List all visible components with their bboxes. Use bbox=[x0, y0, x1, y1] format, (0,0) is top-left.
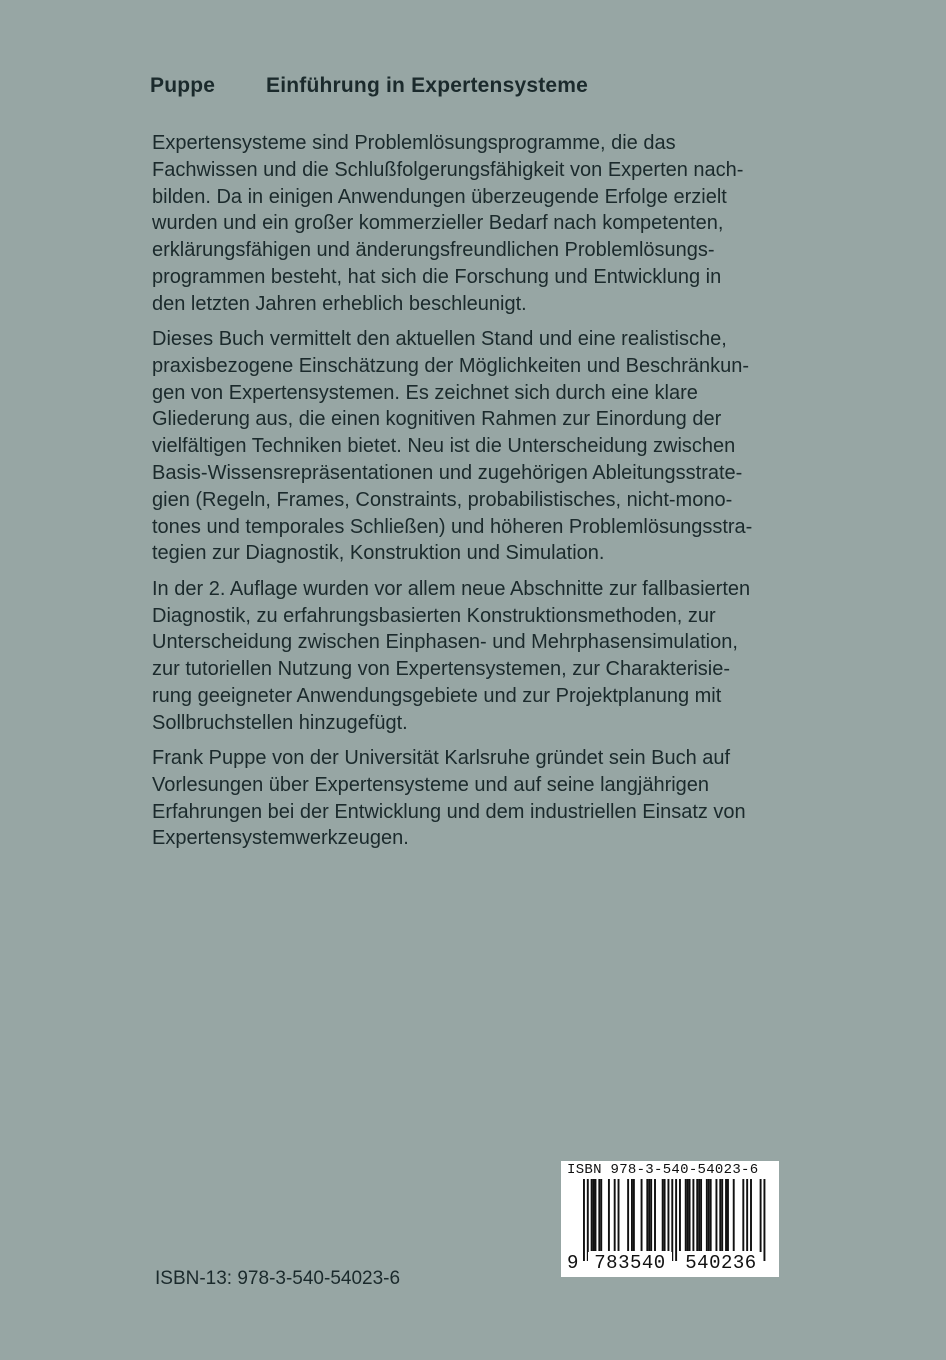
book-title: Einführung in Expertensysteme bbox=[266, 74, 589, 97]
paragraph bbox=[152, 130, 822, 318]
text-line: Sollbruchstellen hinzugefügt. bbox=[152, 711, 408, 734]
barcode-bar bbox=[598, 1179, 600, 1251]
barcode-left-digits: 783540 bbox=[588, 1252, 672, 1274]
paragraph bbox=[152, 576, 822, 737]
barcode-bar bbox=[721, 1179, 723, 1251]
text-line: Erfahrungen bei der Entwicklung und dem industriellen Einsatz von bbox=[152, 800, 746, 823]
text-line: programmen besteht, hat sich die Forschung und Entwicklung in bbox=[152, 265, 722, 288]
barcode-bar bbox=[587, 1179, 589, 1261]
barcode-bar bbox=[654, 1179, 656, 1251]
barcode-bar bbox=[583, 1179, 585, 1261]
barcode-bar bbox=[646, 1179, 648, 1251]
text-line: tegien zur Diagnostik, Konstruktion und Simulation. bbox=[152, 542, 605, 565]
text-line: gen von Expertensystemen. Es zeichnet sich durch eine klare bbox=[152, 381, 698, 404]
barcode-bar bbox=[700, 1179, 702, 1251]
barcode-bar bbox=[750, 1179, 752, 1251]
barcode-bar bbox=[671, 1179, 673, 1261]
text-line: rung geeigneter Anwendungsgebiete und zur Projektplanung mit bbox=[152, 684, 722, 707]
barcode-bar bbox=[593, 1179, 595, 1251]
barcode-bar bbox=[641, 1179, 643, 1251]
text-line: zur tutoriellen Nutzung von Expertensystemen, zur Charakterisie- bbox=[152, 658, 731, 681]
barcode-bar bbox=[648, 1179, 650, 1251]
barcode-bar bbox=[664, 1179, 666, 1251]
barcode-bar bbox=[710, 1179, 712, 1251]
barcode-bar bbox=[595, 1179, 597, 1251]
text-line: In der 2. Auflage wurden vor allem neue Abschnitte zur fallbasierten bbox=[152, 577, 751, 600]
text-line: gien (Regeln, Frames, Constraints, probabilistisches, nicht-mono- bbox=[152, 488, 733, 511]
text-line: Diagnostik, zu erfahrungsbasierten Konstruktionsmethoden, zur bbox=[152, 604, 716, 627]
text-line: praxisbezogene Einschätzung der Möglichkeiten und Beschränkun- bbox=[152, 354, 750, 377]
barcode-bar bbox=[689, 1179, 691, 1251]
barcode-bar bbox=[614, 1179, 616, 1251]
barcode-bar bbox=[675, 1179, 677, 1261]
text-line: Expertensystemwerkzeugen. bbox=[152, 827, 409, 850]
text-line: Fachwissen und die Schlußfolgerungsfähigkeit von Experten nach- bbox=[152, 158, 744, 181]
isbn-13-label: ISBN-13: 978-3-540-54023-6 bbox=[155, 1268, 401, 1289]
barcode-bar bbox=[667, 1179, 669, 1251]
barcode-bar bbox=[719, 1179, 721, 1251]
text-line: Gliederung aus, die einen kognitiven Rahmen zur Einordung der bbox=[152, 408, 722, 431]
barcode-first-digit: 9 bbox=[567, 1252, 579, 1274]
barcode-bar bbox=[715, 1179, 717, 1251]
barcode-bar bbox=[733, 1179, 735, 1251]
barcode bbox=[561, 1161, 779, 1277]
barcode-bar bbox=[679, 1179, 681, 1251]
text-line: tones und temporales Schließen) und höheren Problemlösungsstra- bbox=[152, 515, 753, 538]
paragraph bbox=[152, 326, 822, 567]
barcode-bar bbox=[650, 1179, 652, 1251]
text-line: Dieses Buch vermittelt den aktuellen Stand und eine realistische, bbox=[152, 328, 727, 351]
barcode-bar bbox=[633, 1179, 635, 1251]
barcode-bar bbox=[618, 1179, 620, 1251]
barcode-bar bbox=[696, 1179, 698, 1251]
text-line: Unterscheidung zwischen Einphasen- und Mehrphasensimulation, bbox=[152, 631, 738, 654]
barcode-bar bbox=[760, 1179, 762, 1261]
barcode-bar bbox=[746, 1179, 748, 1251]
barcode-bar bbox=[627, 1179, 629, 1251]
barcode-bar bbox=[763, 1179, 765, 1261]
cover-header bbox=[150, 74, 588, 98]
text-line: Basis-Wissensrepräsentationen und zugehörigen Ableitungsstrate- bbox=[152, 462, 743, 485]
text-line: bilden. Da in einigen Anwendungen überzeugende Erfolge erzielt bbox=[152, 185, 727, 208]
text-line: Frank Puppe von der Universität Karlsruhe gründet sein Buch auf bbox=[152, 747, 731, 770]
text-line: wurden und ein großer kommerzieller Bedarf nach kompetenten, bbox=[152, 212, 724, 235]
barcode-bar bbox=[698, 1179, 700, 1251]
barcode-bar bbox=[692, 1179, 694, 1251]
barcode-bar bbox=[631, 1179, 633, 1251]
blurb-text bbox=[152, 130, 822, 861]
barcode-bar bbox=[600, 1179, 602, 1251]
barcode-right-digits: 540236 bbox=[679, 1252, 763, 1274]
text-line: vielfältigen Techniken bietet. Neu ist die Unterscheidung zwischen bbox=[152, 435, 736, 458]
barcode-bar bbox=[685, 1179, 687, 1251]
text-line: Expertensysteme sind Problemlösungsprogramme, die das bbox=[152, 132, 676, 154]
barcode-bar bbox=[591, 1179, 593, 1251]
text-line: erklärungsfähigen und änderungsfreundlichen Problemlösungs- bbox=[152, 239, 715, 262]
barcode-bar bbox=[708, 1179, 710, 1251]
barcode-bar bbox=[662, 1179, 664, 1251]
paragraph bbox=[152, 745, 822, 852]
barcode-isbn-text: ISBN 978-3-540-54023-6 bbox=[567, 1162, 759, 1178]
author-name: Puppe bbox=[150, 74, 216, 97]
barcode-bar bbox=[725, 1179, 727, 1251]
text-line: Vorlesungen über Expertensysteme und auf seine langjährigen bbox=[152, 773, 710, 796]
barcode-bar bbox=[742, 1179, 744, 1251]
barcode-bar bbox=[727, 1179, 729, 1251]
text-line: den letzten Jahren erheblich beschleunigt. bbox=[152, 292, 527, 315]
barcode-bar bbox=[706, 1179, 708, 1251]
barcode-bar bbox=[687, 1179, 689, 1251]
barcode-bar bbox=[608, 1179, 610, 1251]
